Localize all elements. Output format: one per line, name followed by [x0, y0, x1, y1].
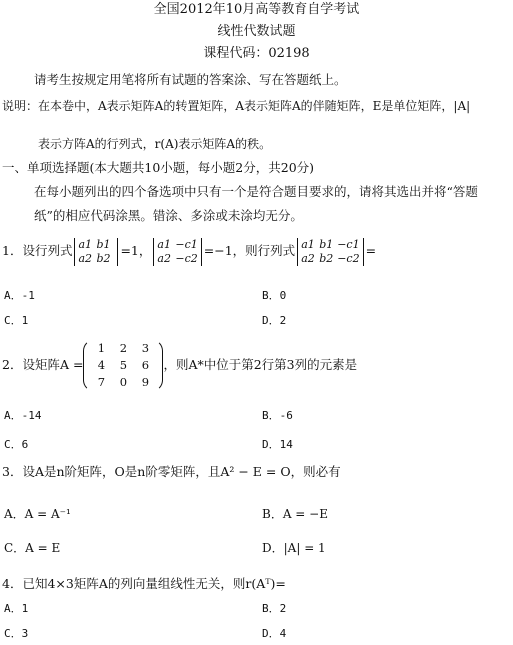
q1-determinant-3: a1 b1 −c1 a2 b2 −c2 — [297, 238, 363, 266]
q1-option-d[interactable]: D．2 — [262, 314, 287, 327]
instruction-line-1: 在每小题列出的四个备选项中只有一个是符合题目要求的，请将其选出并将“答题 — [34, 184, 478, 199]
explain-line-2: 表示方阵A的行列式，r(A)表示矩阵A的秩。 — [38, 137, 272, 151]
q2-option-c[interactable]: C．6 — [4, 438, 29, 451]
q3-option-a[interactable]: A．A = A⁻¹ — [4, 507, 71, 521]
q3-option-c[interactable]: C．A = E — [4, 541, 61, 555]
exam-title: 全国2012年10月高等教育自学考试 — [153, 2, 360, 17]
q1-text: 1．设行列式 — [2, 243, 73, 258]
q2-matrix: 1 2 3 4 5 6 7 0 9 — [83, 339, 163, 392]
question-4: 4．已知4×3矩阵A的列向量组线性无关，则r(Aᵀ)= — [2, 576, 286, 591]
q4-option-b[interactable]: B．2 — [262, 602, 287, 615]
q1-determinant-1: a1 b1 a2 b2 — [74, 238, 118, 266]
q1-option-c[interactable]: C．1 — [4, 314, 29, 327]
q1-determinant-2: a1 −c1 a2 −c2 — [153, 238, 201, 266]
q2-option-b[interactable]: B．-6 — [262, 409, 293, 422]
q4-option-c[interactable]: C．3 — [4, 627, 29, 640]
instruction-line-2: 纸”的相应代码涂黑。错涂、多涂或未涂均无分。 — [34, 208, 303, 223]
question-1: 1．设行列式 a1 b1 a2 b2 =1， a1 −c1 a2 −c2 =−1，则行列式 a1 b1 −c1 a2 b2 −c2 = — [2, 237, 377, 265]
subject-title: 线性代数试题 — [217, 24, 296, 39]
notice-text: 请考生按规定用笔将所有试题的答案涂、写在答题纸上。 — [34, 72, 347, 87]
q3-option-d[interactable]: D．|A| = 1 — [262, 541, 326, 555]
question-3: 3．设A是n阶矩阵，O是n阶零矩阵，且A² − E = O，则必有 — [2, 464, 341, 479]
q1-option-a[interactable]: A．-1 — [4, 289, 35, 302]
q4-option-d[interactable]: D．4 — [262, 627, 287, 640]
explain-line-1: 说明：在本卷中，A表示矩阵A的转置矩阵，A表示矩阵A的伴随矩阵，E是单位矩阵，|A| — [2, 99, 471, 113]
q4-option-a[interactable]: A．1 — [4, 602, 29, 615]
q2-text: 2．设矩阵A = — [2, 357, 84, 372]
section-title: 一、单项选择题(本大题共10小题，每小题2分，共20分) — [2, 160, 315, 175]
q3-option-b[interactable]: B．A = −E — [262, 507, 328, 521]
question-2: 2．设矩阵A = 1 2 3 4 5 6 7 0 9 ，则A*中位于第2行第3列的元素是 — [2, 338, 357, 392]
q1-option-b[interactable]: B．0 — [262, 289, 287, 302]
q2-option-d[interactable]: D．14 — [262, 438, 293, 451]
q2-option-a[interactable]: A．-14 — [4, 409, 42, 422]
course-code: 课程代码：02198 — [203, 46, 310, 61]
